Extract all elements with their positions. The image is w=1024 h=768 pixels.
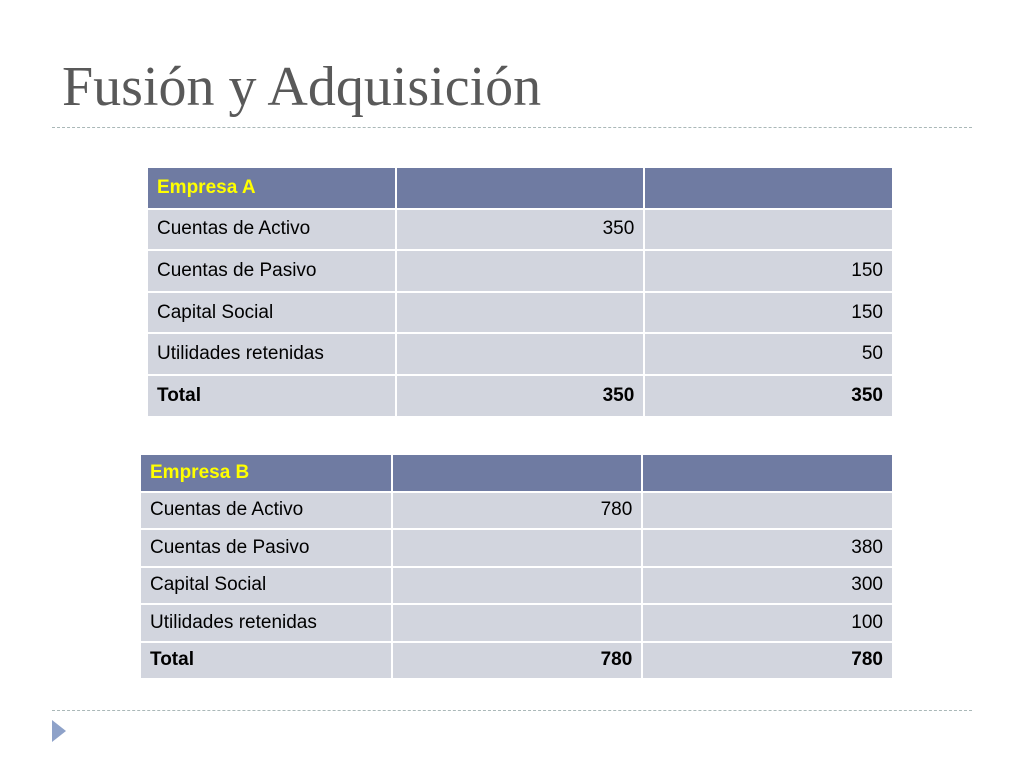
table-row <box>148 334 892 374</box>
header-cell <box>645 168 892 208</box>
header-cell <box>643 455 892 491</box>
credit-cell <box>643 493 892 529</box>
debit-cell <box>397 334 644 374</box>
total-debit-cell: 350 <box>397 376 644 416</box>
table-header-row <box>148 168 892 208</box>
table-row <box>141 493 892 529</box>
title-divider <box>52 127 972 128</box>
table-row <box>141 530 892 566</box>
triangle-right-icon[interactable] <box>52 720 66 742</box>
credit-cell: 100 <box>643 605 892 641</box>
total-credit-cell: 350 <box>645 376 892 416</box>
debit-cell: 780 <box>393 493 642 529</box>
table-header-row <box>141 455 892 491</box>
account-label-cell: Cuentas de Activo <box>148 210 395 250</box>
account-label-cell: Capital Social <box>148 293 395 333</box>
account-label-cell: Cuentas de Pasivo <box>141 530 391 566</box>
account-label-cell: Cuentas de Pasivo <box>148 251 395 291</box>
debit-cell <box>397 293 644 333</box>
header-cell: Empresa A <box>148 168 395 208</box>
credit-cell: 300 <box>643 568 892 604</box>
account-label-cell: Utilidades retenidas <box>141 605 391 641</box>
debit-cell <box>397 251 644 291</box>
credit-cell: 380 <box>643 530 892 566</box>
table-total-row <box>148 376 892 416</box>
account-label-cell: Utilidades retenidas <box>148 334 395 374</box>
credit-cell <box>645 210 892 250</box>
debit-cell <box>393 605 642 641</box>
table-total-row <box>141 643 892 679</box>
account-label-cell: Cuentas de Activo <box>141 493 391 529</box>
account-label-cell: Capital Social <box>141 568 391 604</box>
header-cell <box>397 168 644 208</box>
debit-cell <box>393 568 642 604</box>
table-row <box>148 293 892 333</box>
table-row <box>141 568 892 604</box>
empresa-a-table <box>146 166 894 418</box>
debit-cell: 350 <box>397 210 644 250</box>
header-cell <box>393 455 642 491</box>
total-debit-cell: 780 <box>393 643 642 679</box>
table-row <box>148 251 892 291</box>
debit-cell <box>393 530 642 566</box>
table-row <box>141 605 892 641</box>
slide-title: Fusión y Adquisición <box>62 56 542 118</box>
total-credit-cell: 780 <box>643 643 892 679</box>
header-cell: Empresa B <box>141 455 391 491</box>
total-label-cell: Total <box>141 643 391 679</box>
credit-cell: 150 <box>645 293 892 333</box>
empresa-b-table <box>139 453 894 680</box>
footer-divider <box>52 710 972 711</box>
credit-cell: 50 <box>645 334 892 374</box>
credit-cell: 150 <box>645 251 892 291</box>
table-row <box>148 210 892 250</box>
total-label-cell: Total <box>148 376 395 416</box>
